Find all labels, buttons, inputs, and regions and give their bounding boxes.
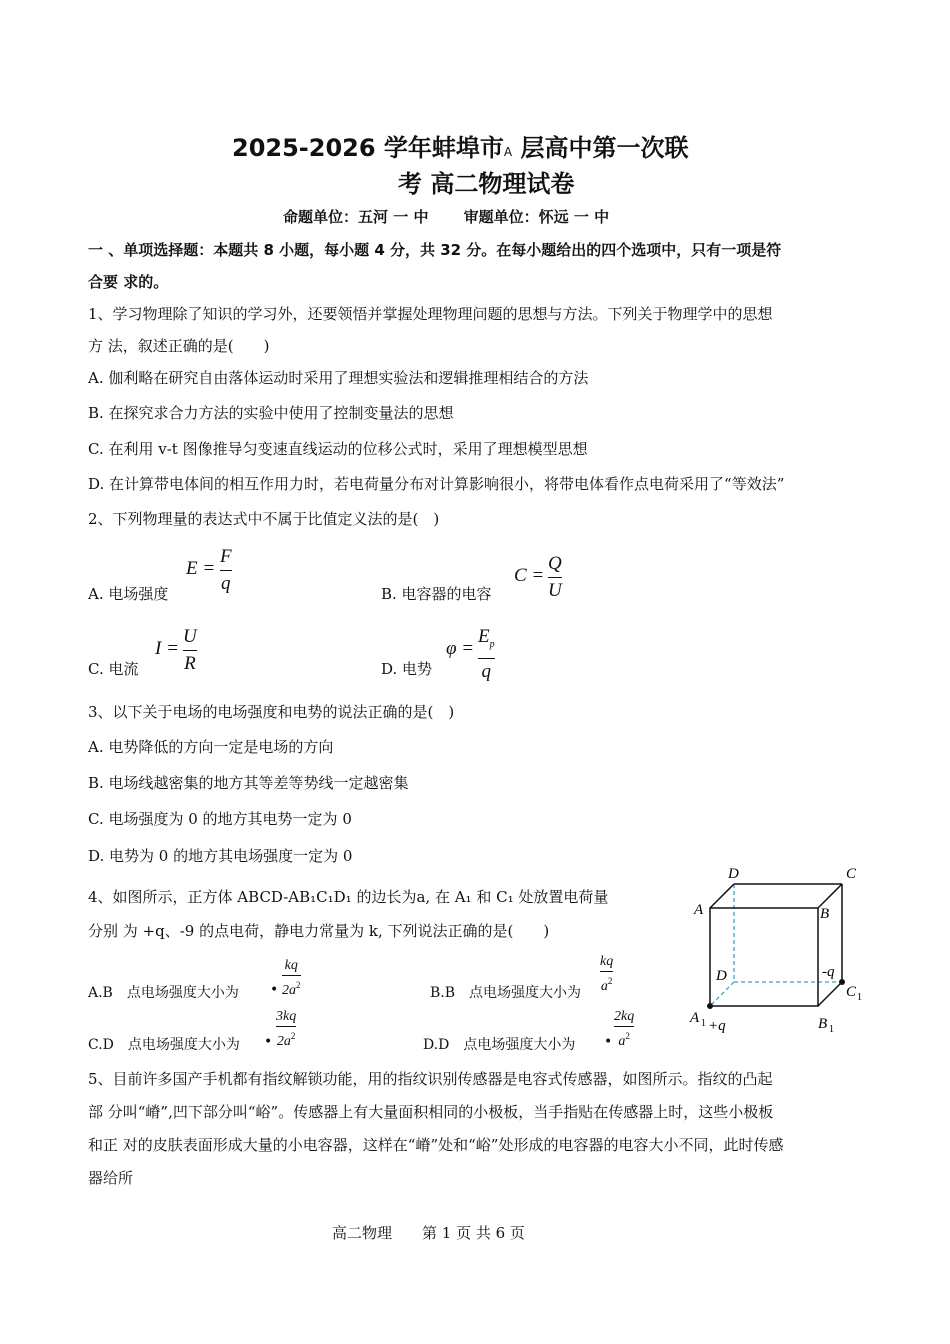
q4-option-b-label: B.B 点电场强度大小为 xyxy=(430,985,582,1001)
q4-b-den-wrap xyxy=(601,973,613,995)
label-D: D xyxy=(728,866,739,882)
label-C1: C xyxy=(846,984,857,1000)
title-part1: 2025-2026 学年蚌埠市 xyxy=(232,134,504,162)
q4-c-den: 2a xyxy=(276,1034,291,1049)
q4-d-exp: 2 xyxy=(625,1031,630,1041)
q4-d-den: a xyxy=(618,1034,626,1049)
q1-option-a: A. 伽利略在研究自由落体运动时采用了理想实验法和逻辑推理相结合的方法 xyxy=(88,369,589,387)
fraction-bar xyxy=(600,971,613,972)
q4-a-dot: • xyxy=(270,982,279,998)
edge-A-D xyxy=(710,884,734,908)
q2-option-a-label: A. 电场强度 xyxy=(88,585,169,603)
fraction-bar xyxy=(220,570,232,571)
q2-d-den: q xyxy=(481,660,492,682)
q4-b-fraction xyxy=(600,953,613,995)
fraction-bar xyxy=(548,577,562,578)
title-part2: 层高中第一次联 xyxy=(512,134,689,162)
q1-option-c: C. 在利用 v-t 图像推导匀变速直线运动的位移公式时，采用了理想模型思想 xyxy=(88,440,588,458)
q4-a-fraction xyxy=(282,957,301,999)
q2-stem: 2、下列物理量的表达式中不属于比值定义法的是( ) xyxy=(88,510,440,528)
q4-stem-cont: 分别 为 +q、-9 的点电荷，静电力常量为 k, 下列说法正确的是( ) xyxy=(88,922,550,940)
label-A1-sub: 1 xyxy=(701,1018,706,1029)
label-pos-q: +q xyxy=(708,1018,726,1034)
label-B1: B xyxy=(818,1016,828,1032)
q4-a-num: kq xyxy=(284,958,298,973)
q2-option-b-label: B. 电容器的电容 xyxy=(381,585,492,603)
q4-a-den-wrap xyxy=(282,977,301,999)
q2-d-lhs: φ = xyxy=(446,638,475,659)
q5-stem-2: 部 分叫“嵴”,凹下部分叫“峪”。传感器上有大量面积相同的小极板，当手指贴在传感器上时，这些小极板 xyxy=(88,1103,774,1121)
fraction-bar xyxy=(276,1026,296,1027)
q2-d-num: E xyxy=(478,626,490,647)
q4-c-num: 3kq xyxy=(276,1009,297,1024)
q4-b-num: kq xyxy=(600,954,614,969)
q2-c-lhs: I = xyxy=(155,638,179,659)
q2-option-d-label: D. 电势 xyxy=(381,660,433,678)
q4-option-c-label: C.D 点电场强度大小为 xyxy=(88,1037,240,1053)
label-neg-q: -q xyxy=(822,964,835,980)
q1-option-d: D. 在计算带电体间的相互作用力时，若电荷量分布对计算影响很小，将带电体看作点电荷采用了“等效法” xyxy=(88,475,785,493)
page-footer: 高二物理 第 1 页 共 6 页 xyxy=(332,1224,525,1242)
fraction-bar xyxy=(183,650,197,651)
q4-d-den-wrap xyxy=(618,1028,630,1050)
label-C: C xyxy=(846,866,857,882)
q1-stem-cont: 方 法，叙述正确的是( ) xyxy=(88,337,270,355)
label-B1-sub: 1 xyxy=(829,1024,834,1035)
edge-D1-A1 xyxy=(710,982,734,1006)
q2-a-lhs: E = xyxy=(186,558,216,579)
page-title-line2: 考 高二物理试卷 xyxy=(398,170,575,198)
q5-stem-4: 器给所 xyxy=(88,1169,134,1187)
q2-option-c-label: C. 电流 xyxy=(88,660,139,678)
charge-C1 xyxy=(839,979,845,985)
q4-c-exp: 2 xyxy=(290,1031,296,1041)
label-C1-sub: 1 xyxy=(857,992,862,1003)
q2-d-num-wrap xyxy=(478,625,495,657)
q1-stem: 1、学习物理除了知识的学习外，还要领悟并掌握处理物理问题的思想与方法。下列关于物理学中的思想 xyxy=(88,305,773,323)
section-heading: 一 、单项选择题：本题共 8 小题，每小题 4 分，共 32 分。在每小题给出的四个选项中，只有一项是符 xyxy=(88,241,782,259)
q4-c-dot: • xyxy=(264,1034,273,1050)
q2-b-den: U xyxy=(548,580,562,601)
q4-c-fraction xyxy=(276,1008,296,1050)
cube-figure xyxy=(684,860,884,1040)
section-heading-cont: 合要 求的。 xyxy=(88,273,169,291)
q4-option-a-label: A.B 点电场强度大小为 xyxy=(88,985,239,1001)
q3-option-a: A. 电势降低的方向一定是电场的方向 xyxy=(88,738,334,756)
q4-b-den: a xyxy=(600,979,608,994)
fraction-bar xyxy=(478,658,495,659)
q4-d-num: 2kq xyxy=(614,1009,635,1024)
label-A1: A xyxy=(690,1010,700,1026)
fraction-bar xyxy=(282,975,301,976)
q2-a-den: q xyxy=(221,573,231,594)
fraction-bar xyxy=(614,1026,634,1027)
front-face xyxy=(710,908,818,1006)
q2-a-fraction xyxy=(220,545,232,596)
q2-c-num: U xyxy=(183,626,197,647)
q4-d-fraction xyxy=(614,1008,634,1050)
q5-stem: 5、目前许多国产手机都有指纹解锁功能，用的指纹识别传感器是电容式传感器，如图所示。指纹的凸起 xyxy=(88,1070,773,1088)
q2-c-den: R xyxy=(184,653,196,674)
q2-a-num: F xyxy=(220,546,232,567)
q3-option-d: D. 电势为 0 的地方其电场强度一定为 0 xyxy=(88,847,353,865)
q4-c-den-wrap xyxy=(277,1028,296,1050)
exam-units: 命题单位：五河 一 中 审题单位：怀远 一 中 xyxy=(283,208,610,226)
title-level: A xyxy=(503,145,513,159)
q2-b-lhs: C = xyxy=(514,565,545,586)
q3-stem: 3、以下关于电场的电场强度和电势的说法正确的是( ) xyxy=(88,703,455,721)
q4-a-den: 2a xyxy=(282,983,296,998)
page-title xyxy=(232,128,689,163)
label-A: A xyxy=(694,902,704,918)
q1-option-b: B. 在探究求合力方法的实验中使用了控制变量法的思想 xyxy=(88,404,454,422)
q4-b-exp: 2 xyxy=(607,976,613,986)
label-D1: D xyxy=(716,968,727,984)
q2-b-num: Q xyxy=(548,553,562,574)
q2-b-fraction xyxy=(548,552,562,603)
q4-stem: 4、如图所示，正方体 ABCD-AB₁C₁D₁ 的边长为a, 在 A₁ 和 C₁ 处放置电荷量 xyxy=(88,888,609,906)
q3-option-b: B. 电场线越密集的地方其等差等势线一定越密集 xyxy=(88,774,409,792)
q4-d-dot: • xyxy=(604,1034,613,1050)
q4-a-exp: 2 xyxy=(296,980,301,990)
q2-c-fraction xyxy=(183,625,197,676)
label-B: B xyxy=(820,906,830,922)
edge-B1-C1 xyxy=(818,982,842,1006)
q5-stem-3: 和正 对的皮肤表面形成大量的小电容器，这样在“嵴”处和“峪”处形成的电容器的电容大小不同，此时传感 xyxy=(88,1136,784,1154)
q4-option-d-label: D.D 点电场强度大小为 xyxy=(423,1037,576,1053)
q3-option-c: C. 电场强度为 0 的地方其电势一定为 0 xyxy=(88,810,352,828)
q2-d-num-sub: p xyxy=(489,638,495,650)
q2-d-fraction xyxy=(478,625,495,684)
charge-A1 xyxy=(707,1003,713,1009)
edge-B-C xyxy=(818,884,842,908)
